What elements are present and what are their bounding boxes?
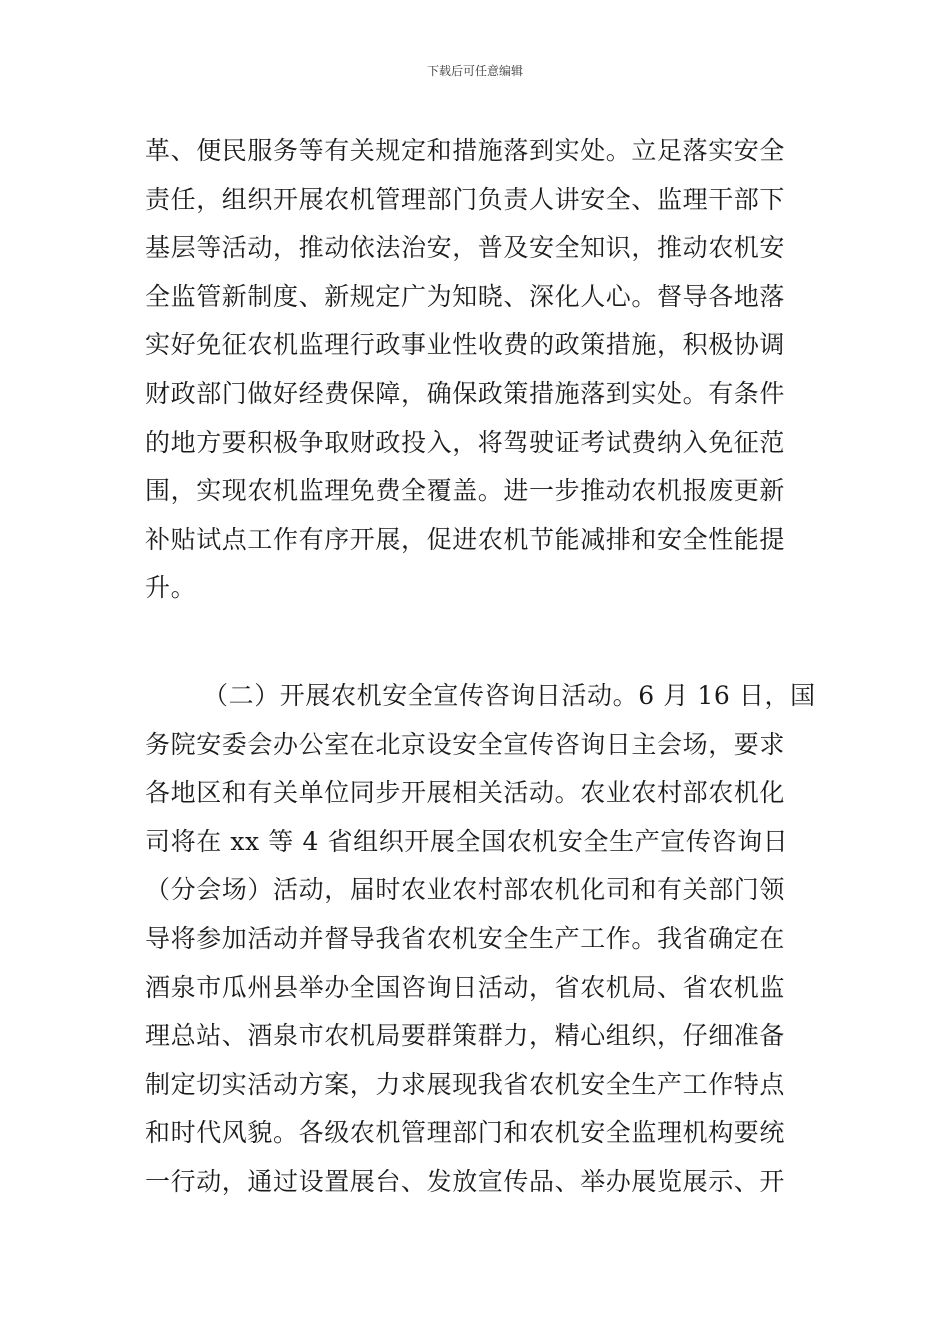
- page-header: 下载后可任意编辑: [426, 64, 523, 78]
- text-line: 补贴试点工作有序开展，促进农机节能减排和安全性能提: [145, 524, 786, 554]
- text-line: 导将参加活动并督导我省农机安全生产工作。我省确定在: [145, 923, 786, 953]
- text-line: 责任，组织开展农机管理部门负责人讲安全、监理干部下: [145, 184, 786, 214]
- text-line: 财政部门做好经费保障，确保政策措施落到实处。有条件: [145, 378, 786, 408]
- text-line: （分会场）活动，届时农业农村部农机化司和有关部门领: [145, 875, 786, 905]
- text-line: 和时代风貌。各级农机管理部门和农机安全监理机构要统: [145, 1118, 786, 1148]
- paragraph-2: [145, 672, 816, 1207]
- text-line: 基层等活动，推动依法治安，普及安全知识，推动农机安: [145, 233, 786, 263]
- text-line: 酒泉市瓜州县举办全国咨询日活动，省农机局、省农机监: [145, 972, 786, 1002]
- text-line: 的地方要积极争取财政投入，将驾驶证考试费纳入免征范: [145, 427, 786, 457]
- text-line: 理总站、酒泉市农机局要群策群力，精心组织，仔细准备: [145, 1021, 786, 1051]
- text-line: 各地区和有关单位同步开展相关活动。农业农村部农机化: [145, 778, 786, 808]
- text-line: 一行动，通过设置展台、发放宣传品、举办展览展示、开: [145, 1166, 786, 1196]
- text-line: 制定切实活动方案，力求展现我省农机安全生产工作特点: [145, 1069, 786, 1099]
- text-line: 务院安委会办公室在北京设安全宣传咨询日主会场，要求: [145, 729, 786, 759]
- text-line: 围，实现农机监理免费全覆盖。进一步推动农机报废更新: [145, 476, 786, 506]
- text-line: 司将在 xx 等 4 省组织开展全国农机安全生产宣传咨询日: [145, 826, 789, 856]
- text-line: （二）开展农机安全宣传咨询日活动。6 月 16 日，国: [203, 681, 816, 710]
- text-line: 全监管新制度、新规定广为知晓、深化人心。督导各地落: [145, 281, 786, 311]
- text-line: 实好免征农机监理行政事业性收费的政策措施，积极协调: [145, 330, 786, 360]
- text-line: 革、便民服务等有关规定和措施落到实处。立足落实安全: [145, 136, 786, 165]
- paragraph-1: [145, 127, 807, 613]
- text-line: 升。: [145, 573, 197, 603]
